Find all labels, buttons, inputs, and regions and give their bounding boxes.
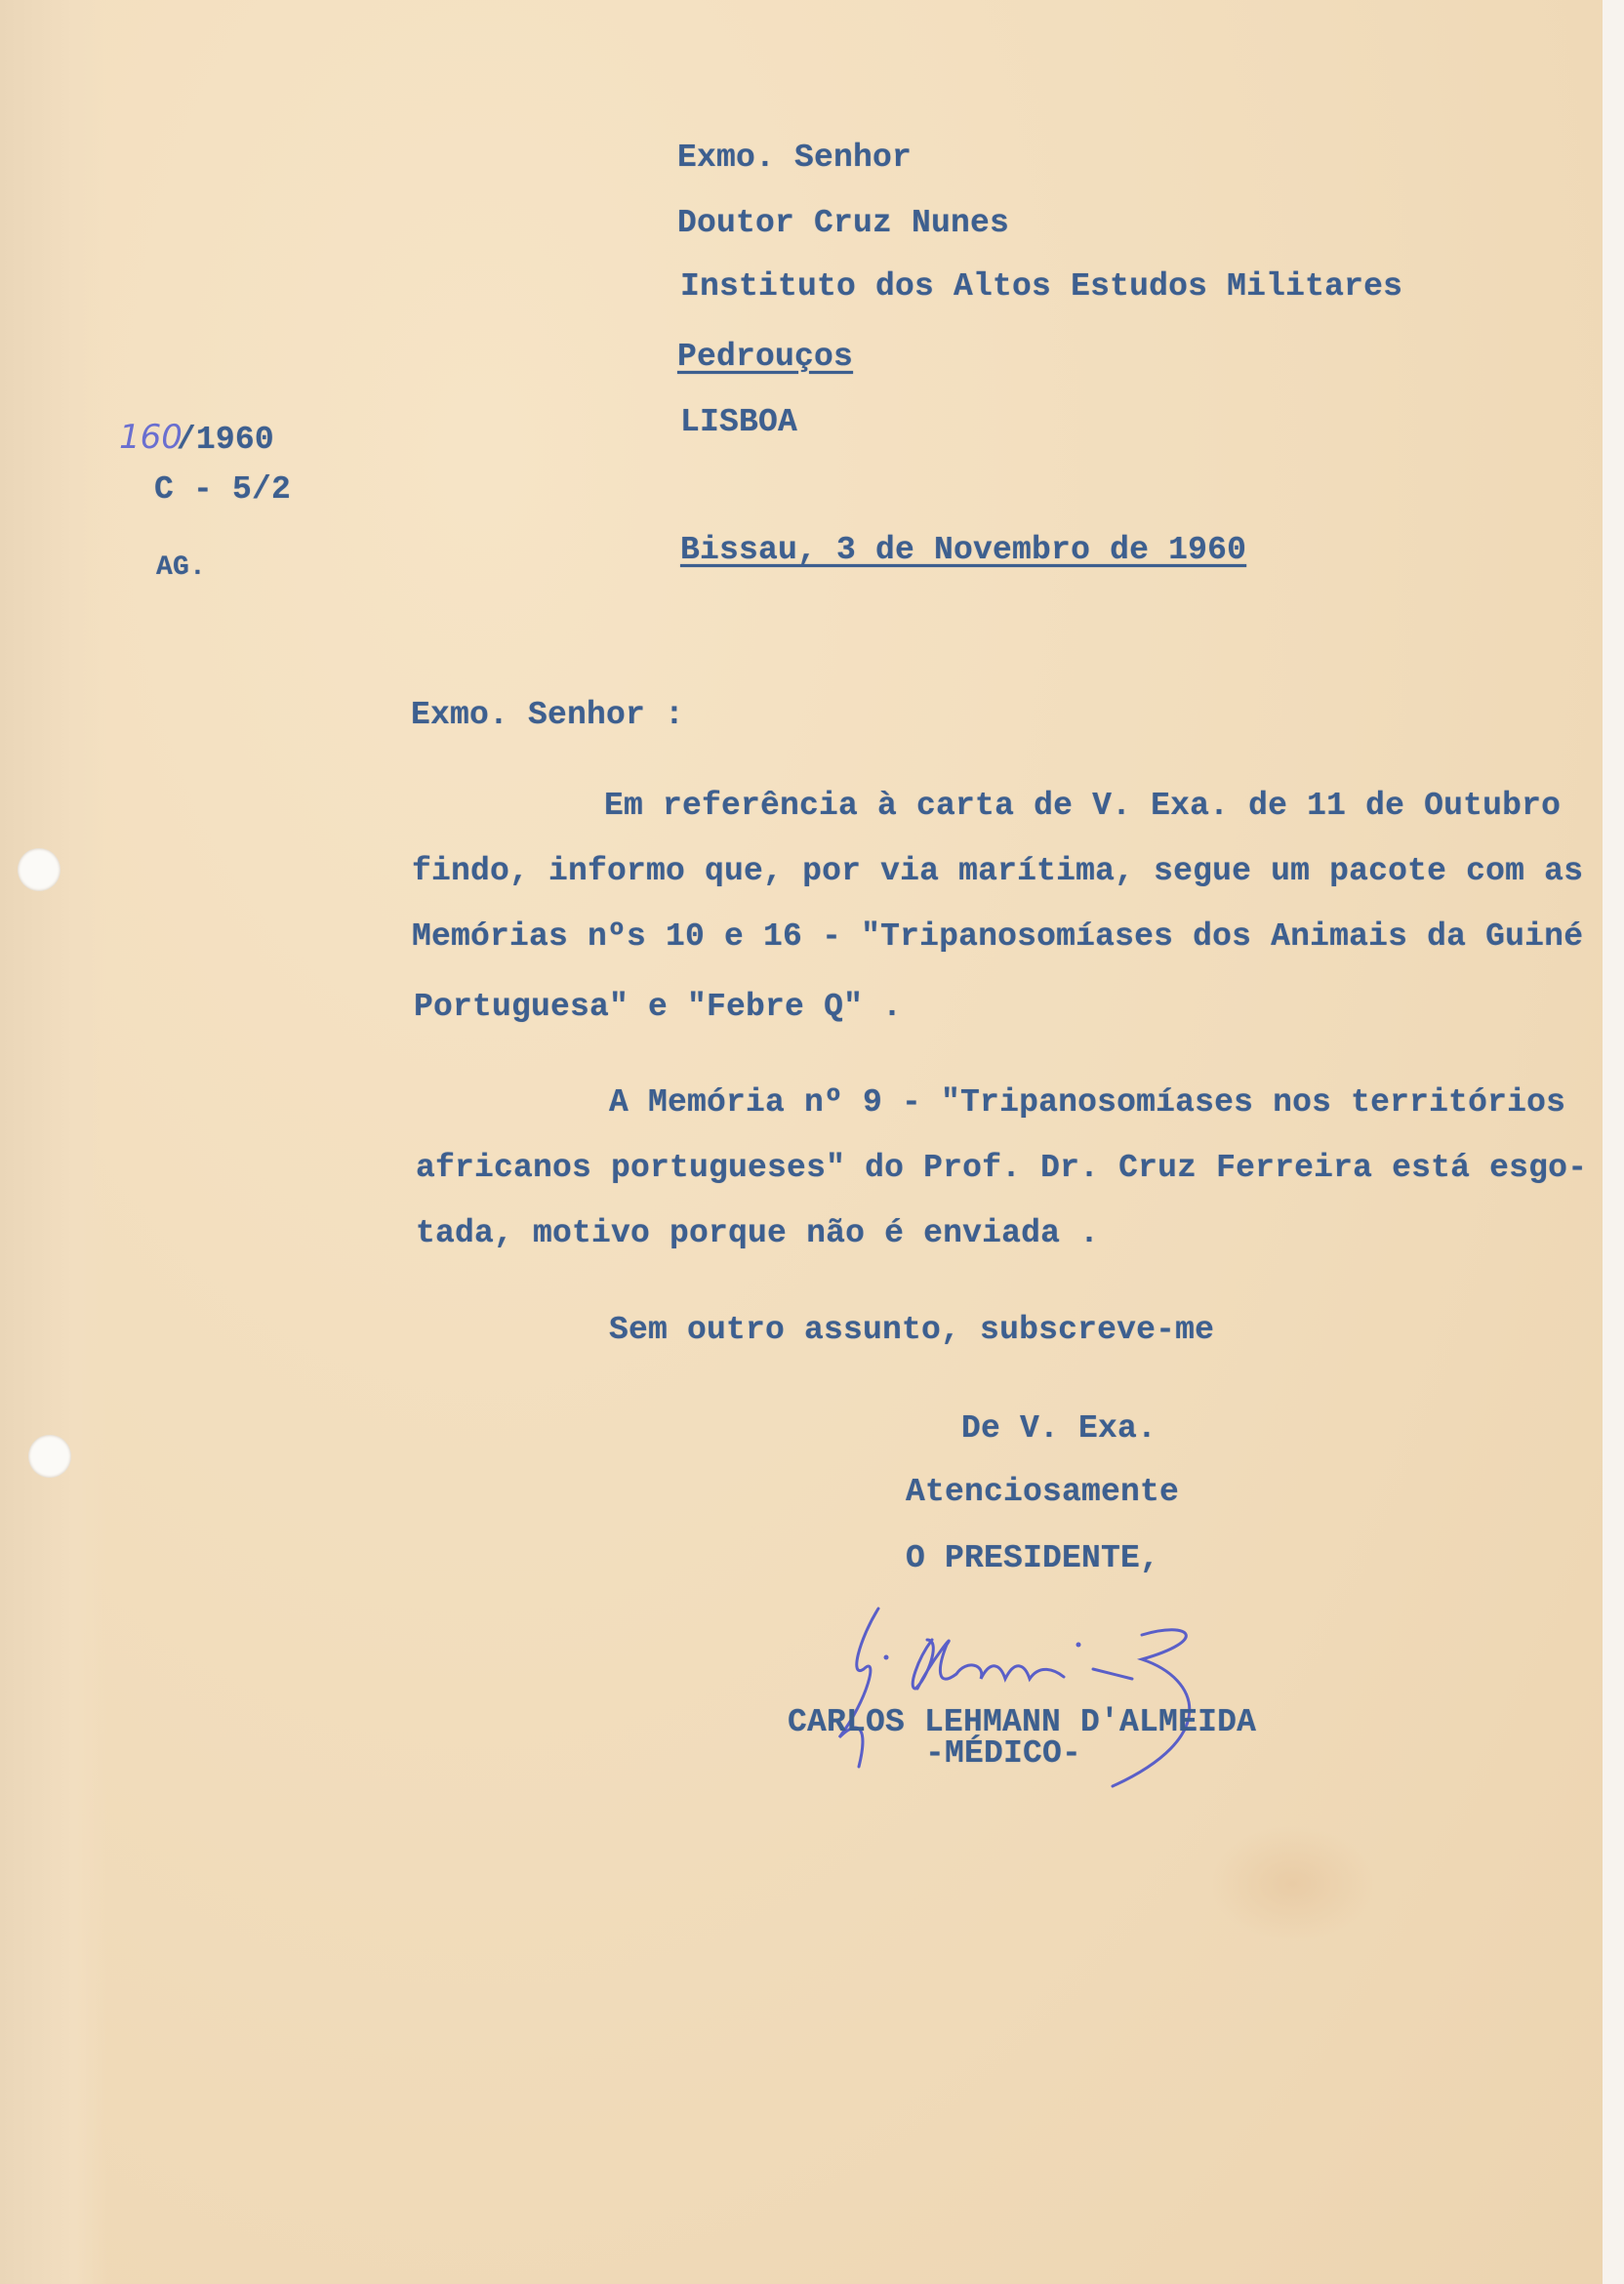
recipient-line: Exmo. Senhor <box>677 140 913 176</box>
paragraph-line: A Memória nº 9 - "Tripanosomíases nos territórios <box>609 1084 1566 1121</box>
recipient-line: Pedrouços <box>677 339 854 375</box>
recipient-line: LISBOA <box>680 404 798 440</box>
handwritten-number: 160 <box>119 418 183 457</box>
paper-edge-shadow <box>0 0 107 2284</box>
reference-code: C - 5/2 <box>154 471 292 508</box>
salutation: Exmo. Senhor : <box>411 697 685 733</box>
signatory-profession: -MÉDICO- <box>925 1735 1082 1772</box>
courtesy-line: De V. Exa. <box>961 1410 1157 1447</box>
signatory-name: CARLOS LEHMANN D'ALMEIDA <box>788 1704 1257 1740</box>
reference-initials: AG. <box>156 552 207 583</box>
closing-line: Sem outro assunto, subscreve-me <box>609 1312 1215 1348</box>
reference-number <box>119 418 274 457</box>
signatory-title: O PRESIDENTE, <box>906 1540 1160 1576</box>
punch-hole <box>18 848 61 891</box>
paragraph-line: africanos portugueses" do Prof. Dr. Cruz Ferreira está esgo- <box>416 1150 1588 1186</box>
punch-hole <box>28 1435 71 1478</box>
paragraph-line: Em referência à carta de V. Exa. de 11 de Outubro <box>604 788 1562 824</box>
paragraph-line: Memórias nºs 10 e 16 - "Tripanosomíases dos Animais da Guiné <box>412 918 1584 955</box>
recipient-line: Doutor Cruz Nunes <box>677 205 1010 241</box>
paper-stain <box>1210 1825 1376 1942</box>
paragraph-line: findo, informo que, por via marítima, segue um pacote com as <box>412 853 1584 889</box>
paragraph-line: Portuguesa" e "Febre Q" . <box>414 989 903 1025</box>
typed-year: /1960 <box>176 422 274 458</box>
date-line: Bissau, 3 de Novembro de 1960 <box>680 532 1247 568</box>
paragraph-line: tada, motivo porque não é enviada . <box>416 1215 1100 1251</box>
recipient-line: Instituto dos Altos Estudos Militares <box>680 268 1403 305</box>
regards-line: Atenciosamente <box>906 1474 1180 1510</box>
